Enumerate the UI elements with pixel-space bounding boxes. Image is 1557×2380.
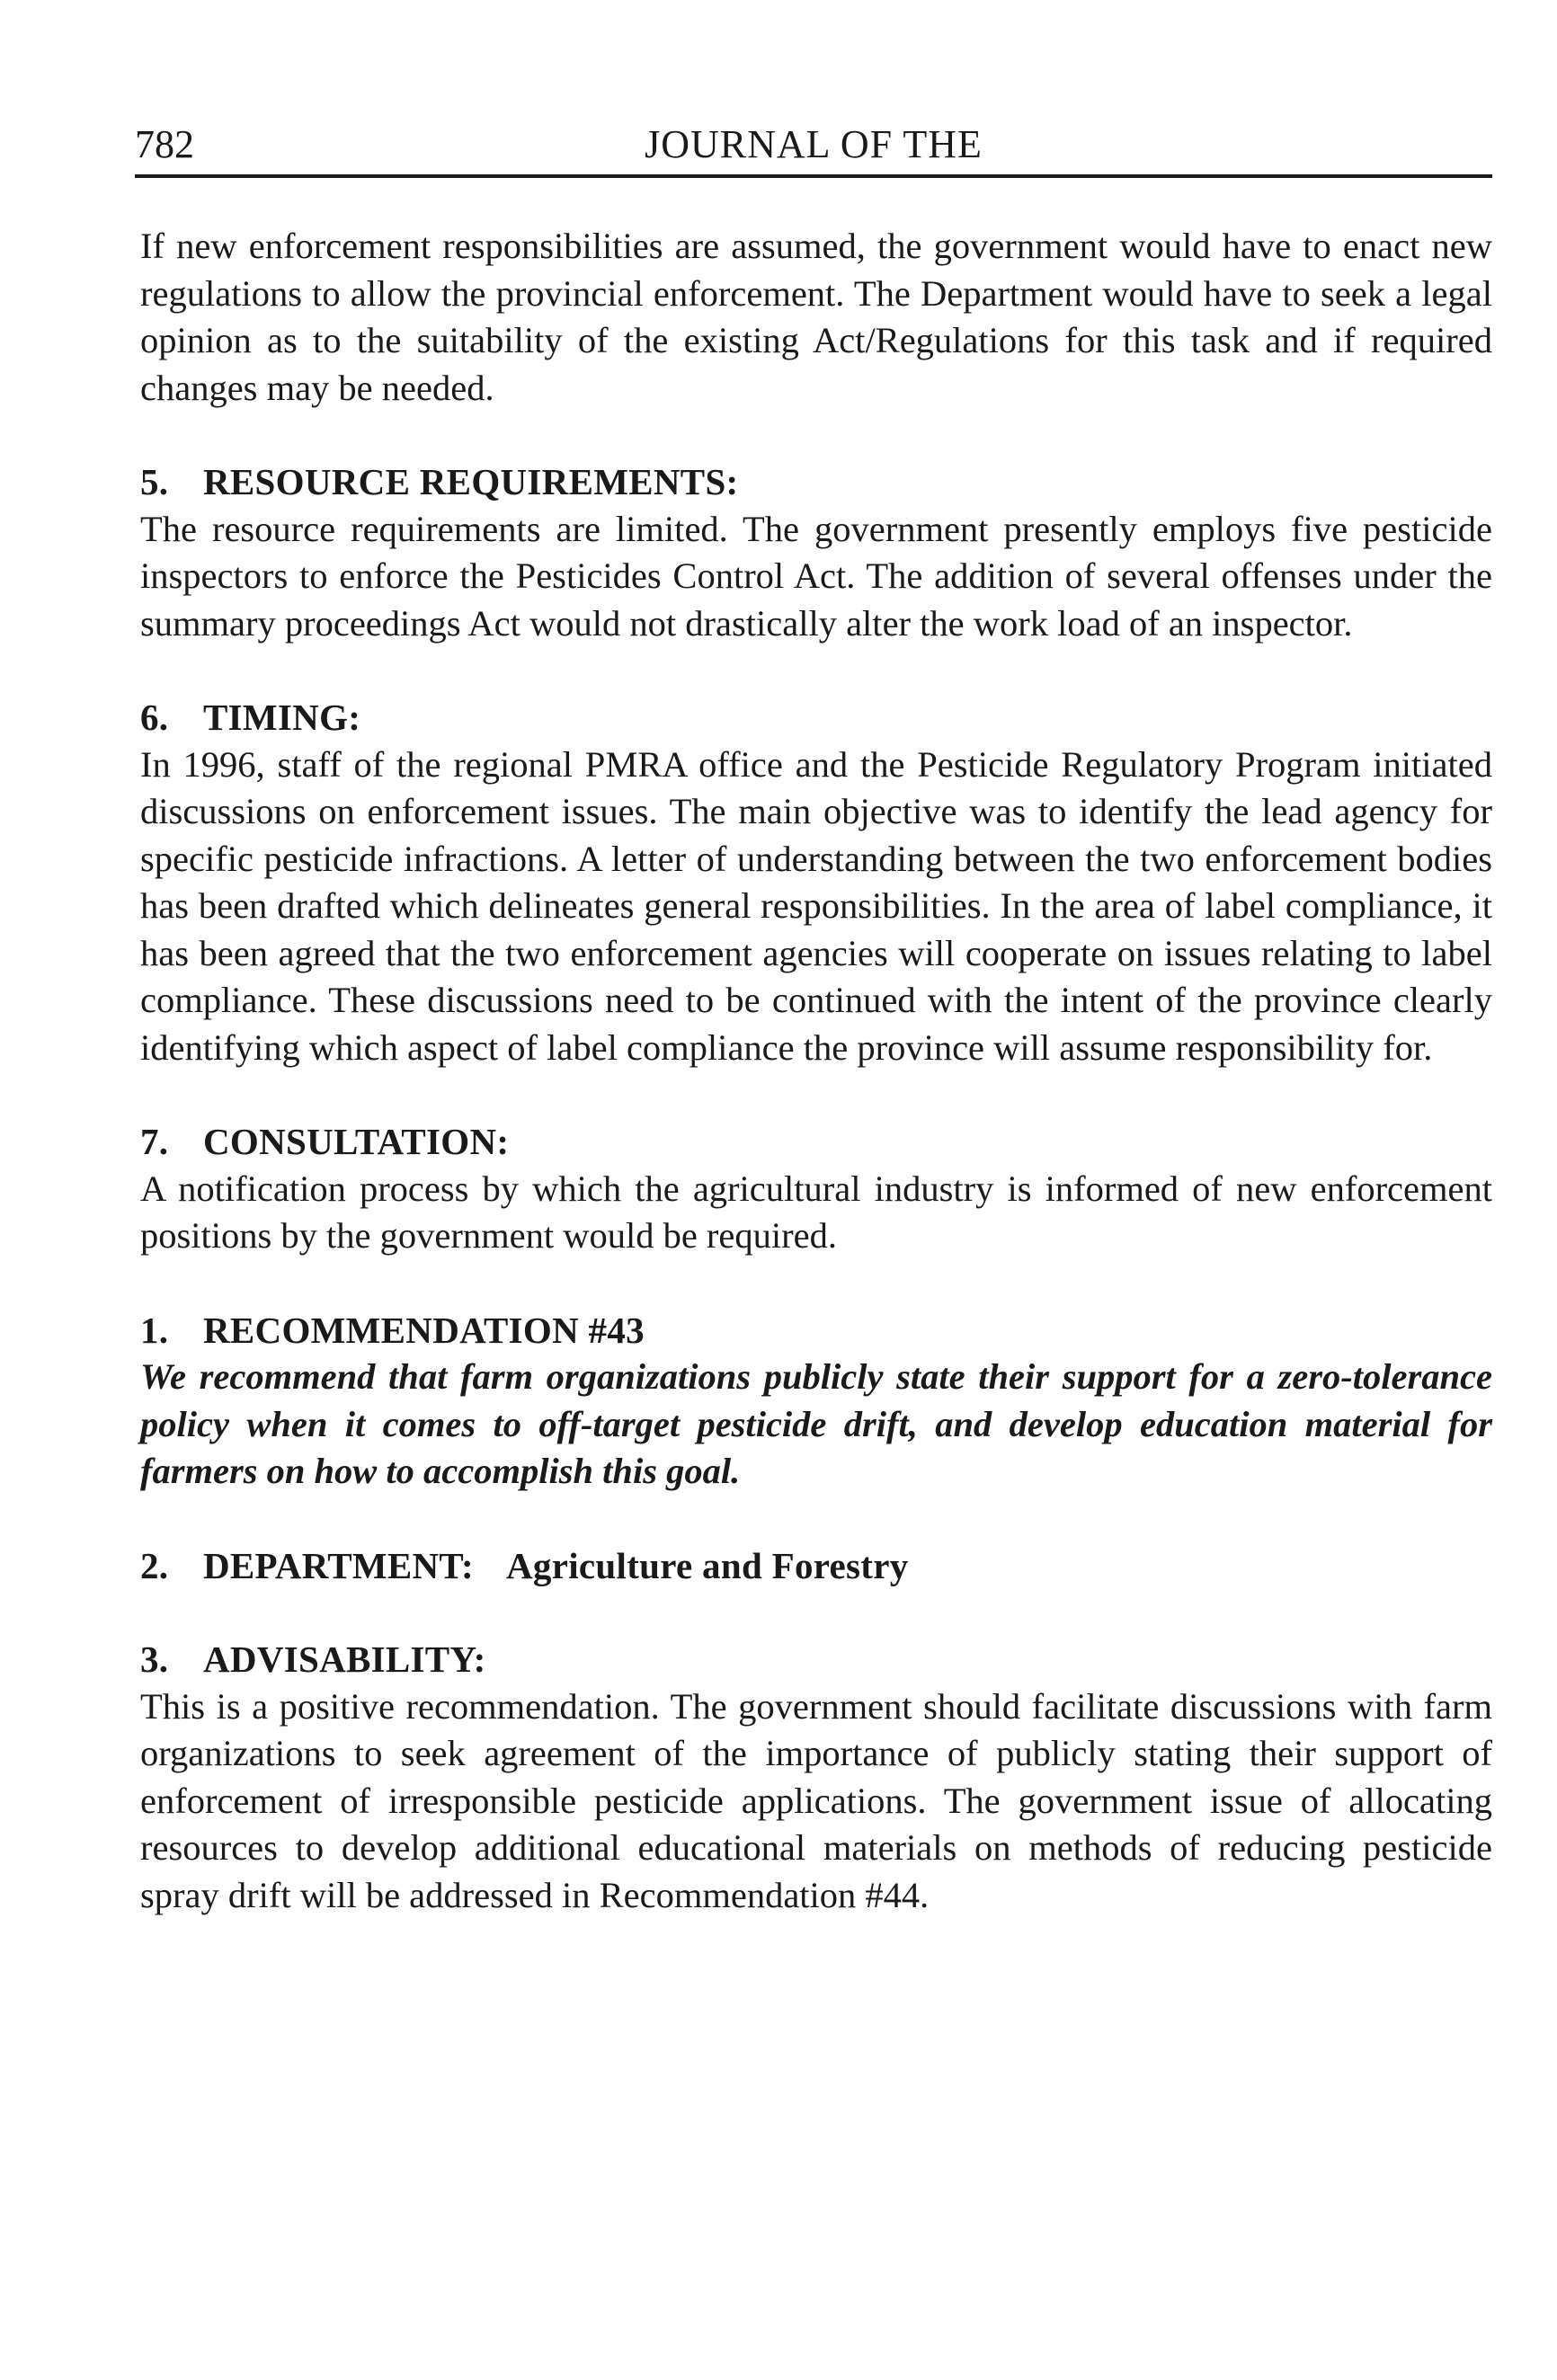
section-number: 6. bbox=[140, 697, 169, 738]
department-label: DEPARTMENT: bbox=[203, 1544, 474, 1586]
section-number: 3. bbox=[140, 1638, 169, 1680]
section-text: The resource requirements are limited. The government presently employs five pesticide inspectors to enforce the Pesticides Control Act. The addition of several offenses under the summary proceedings Act would not drastically alter the work load of an inspector. bbox=[140, 508, 1492, 644]
section-heading bbox=[140, 1118, 1492, 1166]
section-number: 5. bbox=[140, 461, 169, 502]
recommendation-text: We recommend that farm organizations publicly state their support for a zero-tolerance policy when it comes to off-target pesticide drift, and develop education material for farmers on how to accomplish this goal. bbox=[140, 1356, 1492, 1491]
section-number: 2. bbox=[140, 1544, 169, 1586]
recommendation-title: RECOMMENDATION #43 bbox=[203, 1309, 645, 1351]
recommendation-heading bbox=[140, 1307, 1492, 1354]
section-timing bbox=[140, 694, 1492, 1071]
advisability-text: This is a positive recommendation. The government should facilitate discussions with farm organizations to seek agreement of the importance of publicly stating their support of enforcement of irresponsible pesticide applications. The government issue of allocating resources to develop additional educational materials on methods of reducing pesticide spray drift will be addressed in Recommendation #44. bbox=[140, 1685, 1492, 1915]
section-number: 7. bbox=[140, 1121, 169, 1162]
section-resource-requirements bbox=[140, 458, 1492, 647]
department-block bbox=[140, 1542, 1492, 1590]
page-header bbox=[135, 117, 1492, 178]
section-title: RESOURCE REQUIREMENTS: bbox=[203, 461, 739, 502]
section-number: 1. bbox=[140, 1309, 169, 1351]
page-body bbox=[140, 223, 1492, 1919]
section-text: A notification process by which the agricultural industry is informed of new enforcement positions by the government would be required. bbox=[140, 1168, 1492, 1256]
department-heading bbox=[140, 1542, 1492, 1590]
page-number: 782 bbox=[135, 122, 194, 166]
advisability-heading bbox=[140, 1636, 1492, 1683]
section-heading bbox=[140, 458, 1492, 506]
section-heading bbox=[140, 694, 1492, 742]
running-title: JOURNAL OF THE bbox=[645, 122, 983, 166]
intro-paragraph: If new enforcement responsibilities are assumed, the government would have to enact new regulations to allow the provincial enforcement. The Department would have to seek a legal opinion as to the suitability of the existing Act/Regulations for this task and if required changes may be needed. bbox=[140, 226, 1492, 408]
advisability-title: ADVISABILITY: bbox=[203, 1638, 486, 1680]
department-value: Agriculture and Forestry bbox=[506, 1544, 909, 1586]
section-text: In 1996, staff of the regional PMRA office and the Pesticide Regulatory Program initiated discussions on enforcement issues. The main objective was to identify the lead agency for specific pesticide infractions. A letter of understanding between the two enforcement bodies has been drafted which delineates general responsibilities. In the area of label compliance, it has been agreed that the two enforcement agencies will cooperate on issues relating to label compliance. These discussions need to be continued with the intent of the province clearly identifying which aspect of label compliance the province will assume responsibility for. bbox=[140, 743, 1492, 1068]
section-title: TIMING: bbox=[203, 697, 361, 738]
advisability-block bbox=[140, 1636, 1492, 1919]
section-consultation bbox=[140, 1118, 1492, 1260]
recommendation-block bbox=[140, 1307, 1492, 1496]
section-title: CONSULTATION: bbox=[203, 1121, 510, 1162]
